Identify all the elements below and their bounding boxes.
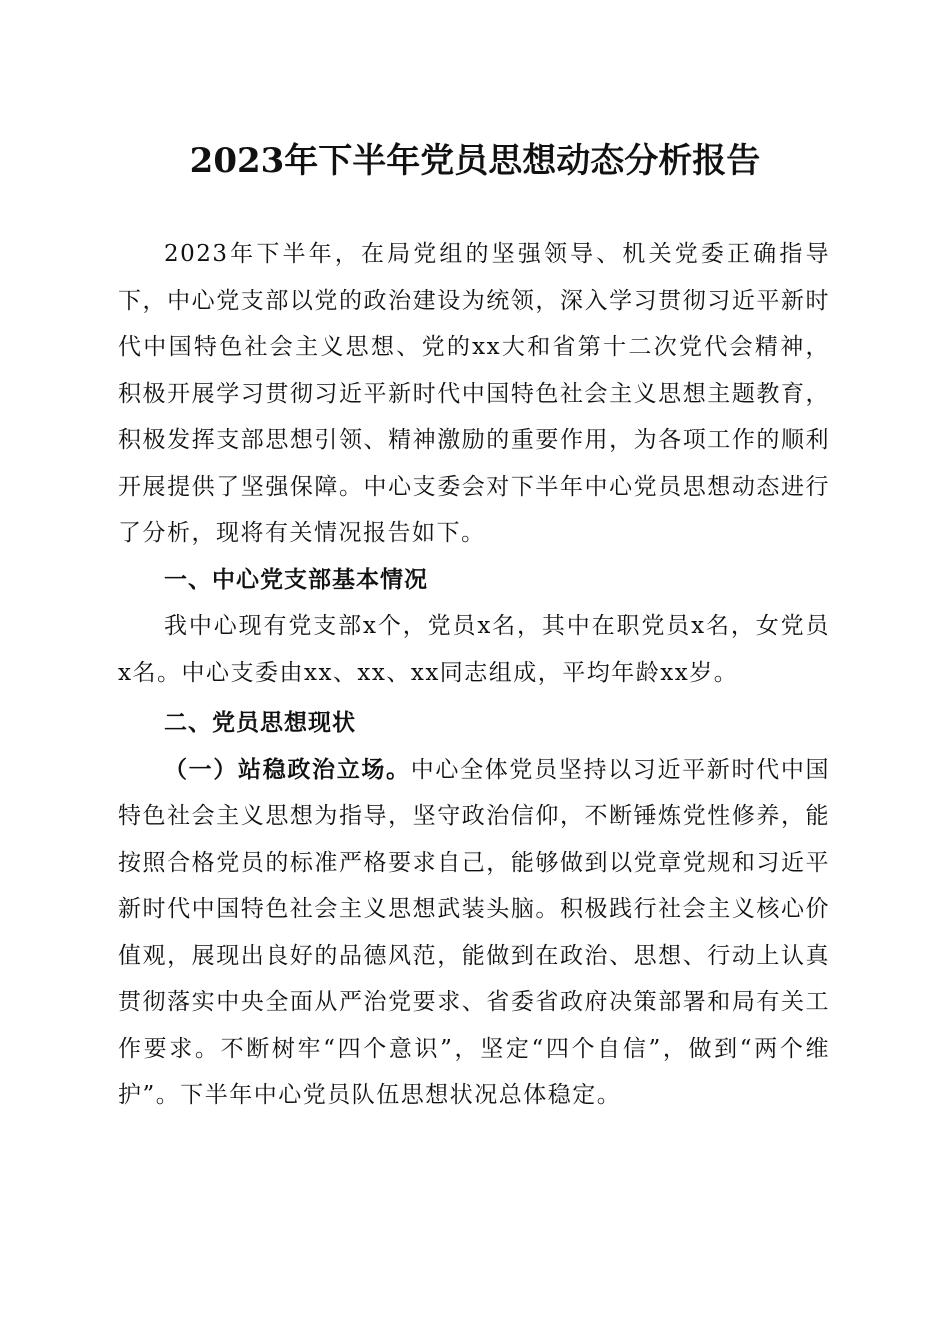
document-title: 2023年下半年党员思想动态分析报告 — [189, 141, 761, 181]
political-stance-text: 中心全体党员坚持以习近平新时代中国特色社会主义思想为指导，坚守政治信仰，不断锤炼党性修养，能按照合格党员的标准严格要求自己，能够做到以党章党规和习近平新时代中国特色社会主义思想武装头脑。积极践行社会主义核心价值观，展现出良好的品德风范，能做到在政治、思想、行动上认真贯彻落实中央全面从严治党要求、省委省政府决策部署和局有关工作要求。不断树牢“四个意识”，坚定“四个自信”，做到“两个维护”。下半年中心党员队伍思想状况总体稳定。 — [118, 756, 831, 1108]
political-stance-paragraph — [118, 747, 830, 1119]
section-heading-thought-status: 二、党员思想现状 — [164, 710, 356, 736]
basic-info-paragraph: 我中心现有党支部x个，党员x名，其中在职党员x名，女党员x名。中心支委由xx、xx、xx同志组成，平均年龄xx岁。 — [118, 613, 830, 686]
subsection-lead-political-stance: （一）站稳政治立场。 — [164, 755, 411, 783]
intro-paragraph: 2023年下半年，在局党组的坚强领导、机关党委正确指导下，中心党支部以党的政治建设为统领，深入学习贯彻习近平新时代中国特色社会主义思想、党的xx大和省第十二次党代会精神，积极开展学习贯彻习近平新时代中国特色社会主义思想主题教育，积极发挥支部思想引领、精神激励的重要作用，为各项工作的顺利开展提供了坚强保障。中心支委会对下半年中心党员思想动态进行了分析，现将有关情况报告如下。 — [118, 241, 830, 546]
section-heading-basic-info: 一、中心党支部基本情况 — [164, 566, 428, 593]
document-body — [118, 231, 830, 1119]
